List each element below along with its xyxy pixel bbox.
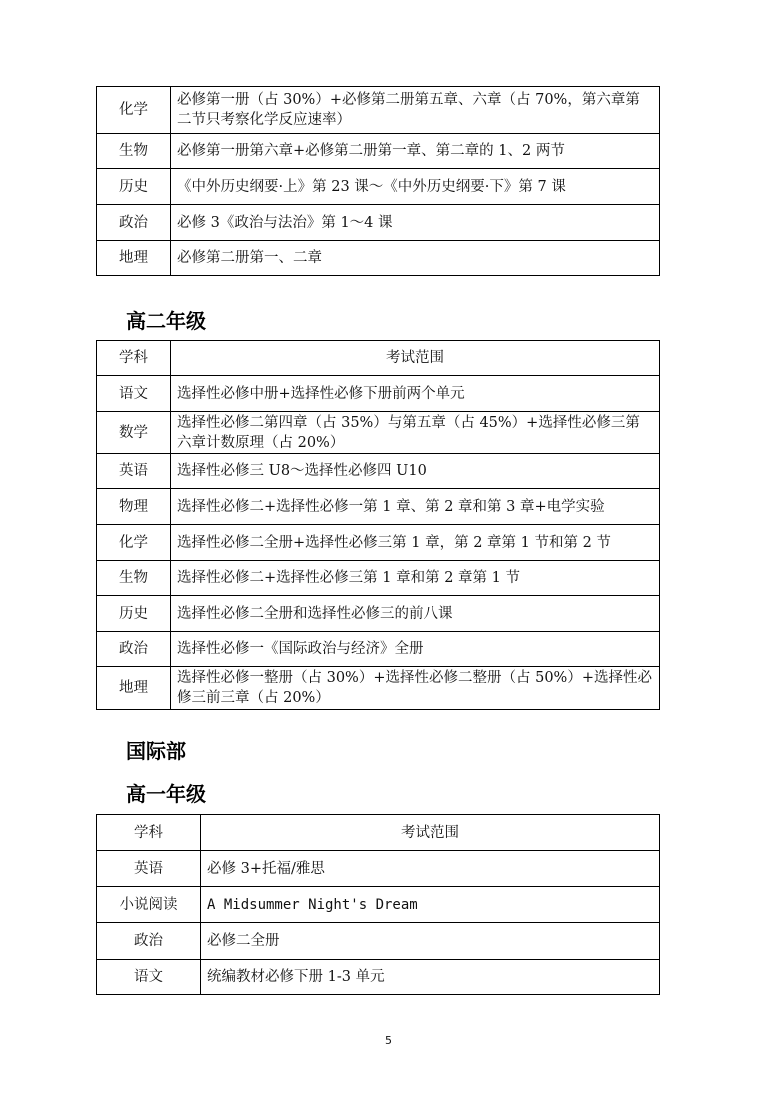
scope-cell: 选择性必修二+选择性必修三第 1 章和第 2 章第 1 节: [171, 561, 660, 596]
scope-cell: 必修第二册第一、二章: [171, 241, 660, 276]
scope-cell: A Midsummer Night's Dream: [201, 887, 660, 923]
table-row: [97, 205, 660, 241]
subject-cell: 历史: [97, 169, 171, 205]
scope-cell: 选择性必修一整册（占 30%）+选择性必修二整册（占 50%）+选择性必修三前三章（占 20%）: [171, 667, 660, 710]
column-header-scope: 考试范围: [201, 815, 660, 851]
column-header-scope: 考试范围: [171, 341, 660, 376]
scope-cell: 统编教材必修下册 1-3 单元: [201, 960, 660, 995]
subject-cell: 化学: [97, 87, 171, 134]
subject-cell: 政治: [97, 632, 171, 667]
scope-cell: 必修 3《政治与法治》第 1～4 课: [171, 205, 660, 241]
scope-cell: 选择性必修一《国际政治与经济》全册: [171, 632, 660, 667]
table-row: [97, 169, 660, 205]
table-row: [97, 923, 660, 960]
table-header-row: [97, 341, 660, 376]
subject-cell: 小说阅读: [97, 887, 201, 923]
table-row: [97, 960, 660, 995]
scope-cell: 选择性必修二全册和选择性必修三的前八课: [171, 596, 660, 632]
exam-scope-table-grade2: [96, 340, 660, 710]
scope-cell: 《中外历史纲要·上》第 23 课～《中外历史纲要·下》第 7 课: [171, 169, 660, 205]
table-header-row: [97, 815, 660, 851]
table-row: [97, 454, 660, 489]
scope-cell: 选择性必修三 U8～选择性必修四 U10: [171, 454, 660, 489]
section-heading-grade2: 高二年级: [126, 309, 206, 333]
subject-cell: 历史: [97, 596, 171, 632]
table-row: [97, 489, 660, 525]
scope-cell: 选择性必修中册+选择性必修下册前两个单元: [171, 376, 660, 412]
subject-cell: 数学: [97, 412, 171, 454]
subject-cell: 语文: [97, 376, 171, 412]
table-row: [97, 632, 660, 667]
scope-cell: 必修第一册（占 30%）+必修第二册第五章、六章（占 70%，第六章第二节只考察化学反应速率）: [171, 87, 660, 134]
exam-scope-table-continued: [96, 86, 660, 276]
table-row: [97, 596, 660, 632]
subject-cell: 生物: [97, 134, 171, 169]
column-header-subject: 学科: [97, 341, 171, 376]
scope-cell: 必修第一册第六章+必修第二册第一章、第二章的 1、2 两节: [171, 134, 660, 169]
table-row: [97, 241, 660, 276]
section-heading-intl-grade1: 高一年级: [126, 782, 206, 806]
scope-cell: 选择性必修二全册+选择性必修三第 1 章，第 2 章第 1 节和第 2 节: [171, 525, 660, 561]
scope-cell: 选择性必修二+选择性必修一第 1 章、第 2 章和第 3 章+电学实验: [171, 489, 660, 525]
subject-cell: 物理: [97, 489, 171, 525]
table-row: [97, 87, 660, 134]
table-row: [97, 561, 660, 596]
subject-cell: 政治: [97, 205, 171, 241]
column-header-subject: 学科: [97, 815, 201, 851]
subject-cell: 政治: [97, 923, 201, 960]
subject-cell: 化学: [97, 525, 171, 561]
scope-cell: 必修二全册: [201, 923, 660, 960]
subject-cell: 英语: [97, 454, 171, 489]
subject-cell: 英语: [97, 851, 201, 887]
table-row: [97, 376, 660, 412]
table-row: [97, 887, 660, 923]
table-row: [97, 134, 660, 169]
subject-cell: 地理: [97, 241, 171, 276]
page-number: 5: [385, 1034, 392, 1047]
table-row: [97, 412, 660, 454]
subject-cell: 地理: [97, 667, 171, 710]
section-heading-international: 国际部: [126, 739, 186, 763]
table-row: [97, 851, 660, 887]
scope-cell: 选择性必修二第四章（占 35%）与第五章（占 45%）+选择性必修三第六章计数原理（占 20%）: [171, 412, 660, 454]
subject-cell: 生物: [97, 561, 171, 596]
exam-scope-table-international: [96, 814, 660, 995]
subject-cell: 语文: [97, 960, 201, 995]
scope-cell: 必修 3+托福/雅思: [201, 851, 660, 887]
table-row: [97, 525, 660, 561]
table-row: [97, 667, 660, 710]
